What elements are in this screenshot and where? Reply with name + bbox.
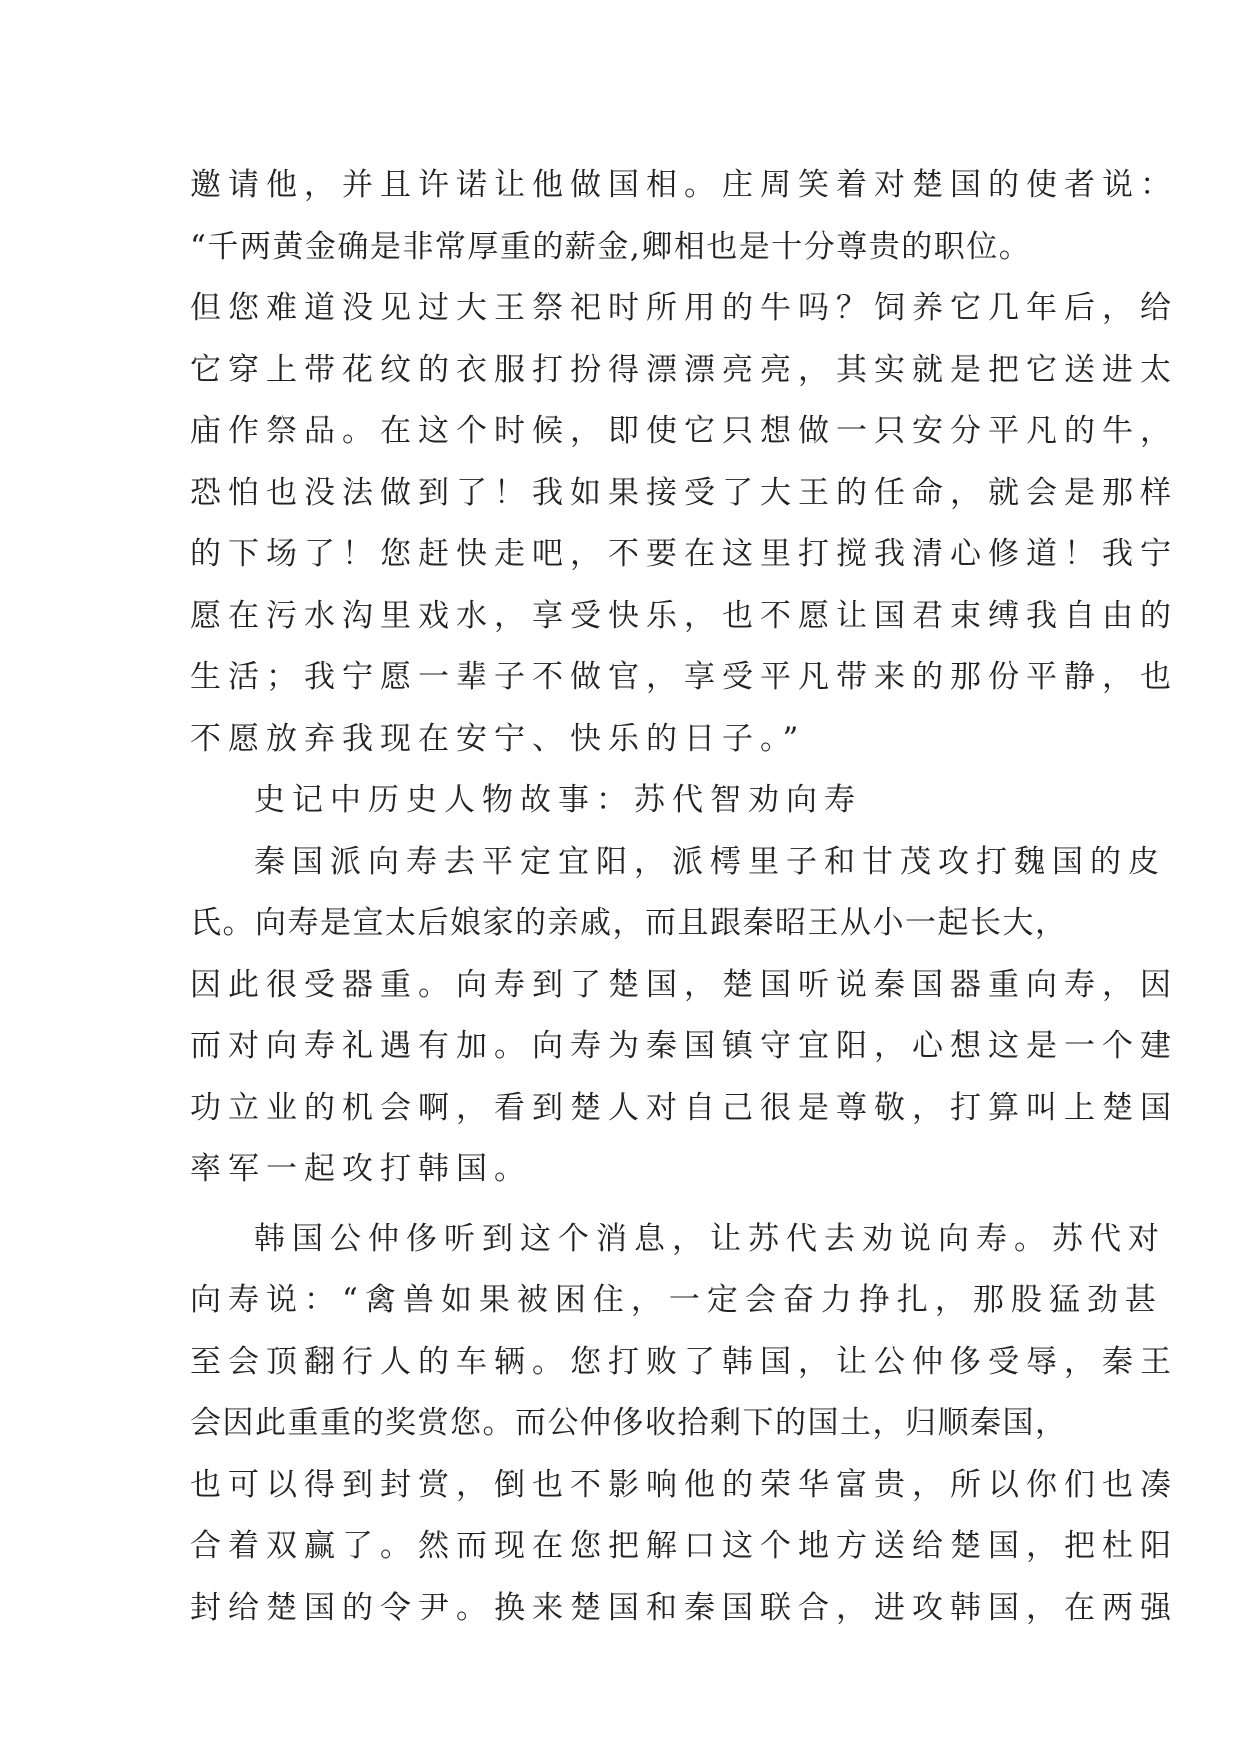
text-line: 氏。向寿是宣太后娘家的亲戚，而且跟秦昭王从小一起长大， xyxy=(190,905,1068,941)
text-line: 庙作祭品。在这个时候，即使它只想做一只安分平凡的牛， xyxy=(190,413,1178,449)
text-line: 向寿说：“禽兽如果被困住，一定会奋力挣扎，那股猛劲甚 xyxy=(190,1282,1163,1318)
section-heading: 史记中历史人物故事：苏代智劝向寿 xyxy=(254,782,862,818)
text-line: 生活；我宁愿一辈子不做官，享受平凡带来的那份平静，也 xyxy=(190,659,1178,695)
paragraph-gap xyxy=(190,1201,1090,1209)
text-line: 功立业的机会啊，看到楚人对自己很是尊敬，打算叫上楚国 xyxy=(190,1089,1178,1126)
text-line: 的下场了！您赶快走吧，不要在这里打搅我清心修道！我宁 xyxy=(190,536,1178,572)
text-line: 至会顶翻行人的车辆。您打败了韩国，让公仲侈受辱，秦王 xyxy=(190,1343,1178,1380)
text-line: 率军一起攻打韩国。 xyxy=(190,1151,532,1187)
text-line: 不愿放弃我现在安宁、快乐的日子。” xyxy=(190,720,806,757)
text-line: 而对向寿礼遇有加。向寿为秦国镇守宜阳，心想这是一个建 xyxy=(190,1028,1178,1064)
text-line: 秦国派向寿去平定宜阳，派樗里子和甘茂攻打魏国的皮 xyxy=(254,843,1166,880)
body-text xyxy=(190,155,1178,1639)
text-line: 但您难道没见过大王祭祀时所用的牛吗？饲养它几年后，给 xyxy=(190,290,1178,326)
text-line: 也可以得到封赏，倒也不影响他的荣华富贵，所以你们也凑 xyxy=(190,1466,1178,1503)
text-line: “千两黄金确是非常厚重的薪金,卿相也是十分尊贵的职位。 xyxy=(190,228,1032,265)
text-line: 愿在污水沟里戏水，享受快乐，也不愿让国君束缚我自由的 xyxy=(190,597,1178,634)
text-line: 恐怕也没法做到了！我如果接受了大王的任命，就会是那样 xyxy=(190,474,1178,511)
text-line: 邀请他，并且许诺让他做国相。庄周笑着对楚国的使者说： xyxy=(190,167,1178,203)
text-line: 合着双赢了。然而现在您把解口这个地方送给楚国，把杜阳 xyxy=(190,1528,1178,1564)
text-line: 封给楚国的令尹。换来楚国和秦国联合，进攻韩国，在两强 xyxy=(190,1589,1178,1626)
text-line: 它穿上带花纹的衣服打扮得漂漂亮亮，其实就是把它送进太 xyxy=(190,351,1178,388)
text-line: 韩国公仲侈听到这个消息，让苏代去劝说向寿。苏代对 xyxy=(254,1220,1166,1257)
text-line: 因此很受器重。向寿到了楚国，楚国听说秦国器重向寿，因 xyxy=(190,966,1178,1003)
text-line: 会因此重重的奖赏您。而公仲侈收拾剩下的国土，归顺秦国， xyxy=(190,1405,1068,1441)
